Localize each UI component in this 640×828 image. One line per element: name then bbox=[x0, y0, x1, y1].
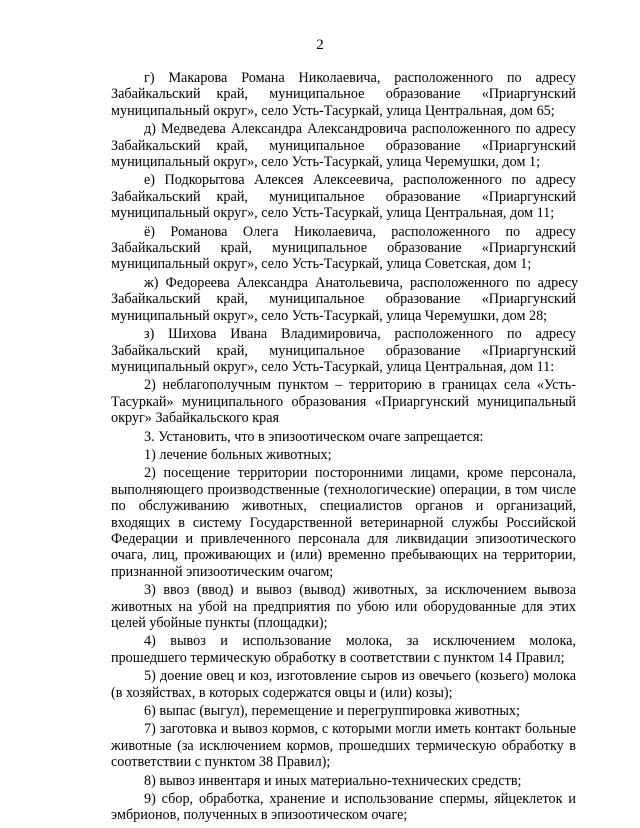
paragraph-item-yo: ё) Романова Олега Николаевича, расположенного по адресу Забайкальский край, муниципальное образование «Приаргунский муниципальный округ», село Усть-Тасуркай, улица Советская, дом 1; bbox=[111, 223, 576, 273]
paragraph-item-g: г) Макарова Романа Николаевича, расположенного по адресу Забайкальский край, муниципальное образование «Приаргунский муниципальный округ», село Усть-Тасуркай, улица Центральная, дом 65; bbox=[111, 70, 576, 119]
paragraph-prohibition-1: 1) лечение больных животных; bbox=[144, 446, 332, 463]
page-number: 2 bbox=[316, 37, 324, 53]
paragraph-item-d: д) Медведева Александра Александровича расположенного по адресу Забайкальский край, муниципальное образование «Приаргунский муниципальный округ», село Усть-Тасуркай, улица Черемушки, дом 1; bbox=[111, 121, 576, 171]
paragraph-item-z: з) Шихова Ивана Владимировича, расположенного по адресу Забайкальский край, муниципальное образование «Приаргунский муниципальный округ», село Усть-Тасуркай, улица Центральная, дом 11: bbox=[111, 326, 576, 375]
paragraph-unfavorable-point: 2) неблагополучным пунктом – территорию в границах села «Усть-Тасуркай» муниципального образования «Приаргунский муниципальный округ» Забайкальского края bbox=[111, 377, 576, 427]
paragraph-item-zh: ж) Федореева Александра Анатольевича, расположенного по адресу Забайкальский край, муниципальное образование «Приаргунский муниципальный округ», село Усть-Тасуркай, улица Черемушки, дом 28; bbox=[111, 274, 579, 324]
paragraph-prohibition-6: 6) выпас (выгул), перемещение и перегруппировка животных; bbox=[144, 703, 520, 720]
paragraph-item-e: е) Подкорытова Алексея Алексеевича, расположенного по адресу Забайкальский край, муниципальное образование «Приаргунский муниципальный округ», село Усть-Тасуркай, улица Центральная, дом 11; bbox=[111, 172, 576, 222]
paragraph-prohibition-2: 2) посещение территории посторонними лицами, кроме персонала, выполняющего производственные (технологические) операции, в том числе по обслуживанию животных, специалистов органов и организаций, входящих в систему Государственной ветеринарной службы Российской Федерации и привлеченного персонала для ликвидации эпизоотического очага, лиц, проживающих и (или) временно пребывающих на территории, признанной эпизоотическим очагом; bbox=[111, 465, 576, 580]
paragraph-prohibition-7: 7) заготовка и вывоз кормов, с которыми могли иметь контакт больные животные (за исключением кормов, прошедших термическую обработку в соответствии с пунктом 38 Правил); bbox=[111, 721, 576, 771]
paragraph-prohibition-3: 3) ввоз (ввод) и вывоз (вывод) животных, за исключением вывоза животных на убой на предприятия по убою или оборудованные для этих целей убойные пункты (площадки); bbox=[111, 582, 576, 631]
paragraph-prohibition-5: 5) доение овец и коз, изготовление сыров из овечьего (козьего) молока (в хозяйствах, в которых содержатся овцы и (или) козы); bbox=[111, 668, 576, 701]
paragraph-prohibition-4: 4) вывоз и использование молока, за исключением молока, прошедшего термическую обработку в соответствии с пунктом 14 Правил; bbox=[111, 633, 576, 666]
paragraph-prohibition-8: 8) вывоз инвентаря и иных материально-технических средств; bbox=[144, 772, 522, 789]
paragraph-prohibition-9: 9) сбор, обработка, хранение и использование спермы, яйцеклеток и эмбрионов, полученных в эпизоотическом очаге; bbox=[111, 791, 576, 824]
document-body bbox=[111, 70, 579, 824]
paragraph-section-3-heading: 3. Установить, что в эпизоотическом очаге запрещается: bbox=[144, 428, 484, 445]
